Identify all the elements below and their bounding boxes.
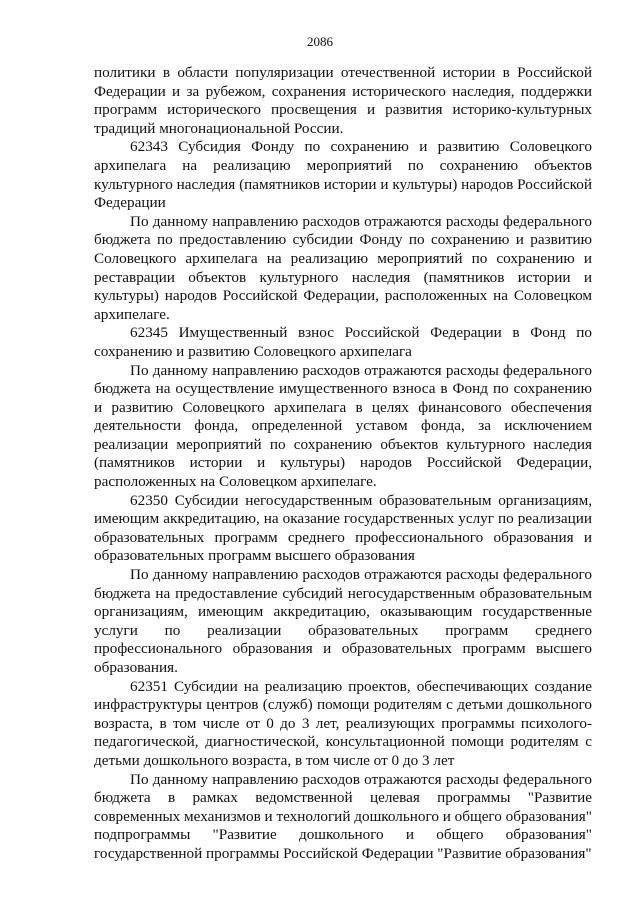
paragraph-description-62345: По данному направлению расходов отражаются расходы федерального бюджета на осуществление имущественного взноса в Фонд по сохранению и развитию Соловецкого архипелага в целях финансового обеспечения деятельности фонда, определенной уставом фонда, за исключением реализации мероприятий по сохранению объектов культурного наследия (памятников истории и культуры) народов Российской Федерации, расположенных на Соловецком архипелаге. bbox=[94, 361, 592, 491]
paragraph-continuation: политики в области популяризации отечественной истории в Российской Федерации и за рубежом, сохранения исторического наследия, поддержки программ исторического просвещения и развития историко-культурных традиций многонациональной России. bbox=[94, 64, 592, 137]
page-number: 2086 bbox=[307, 34, 333, 49]
paragraph-heading-62345: 62345 Имущественный взнос Российской Федерации в Фонд по сохранению и развитию Соловецкого архипелага bbox=[94, 324, 592, 360]
paragraph-heading-62351: 62351 Субсидии на реализацию проектов, обеспечивающих создание инфраструктуры центров (служб) помощи родителям с детьми дошкольного возраста, в том числе от 0 до 3 лет, реализующих программы психолого-педагогической, диагностической, консультационной помощи родителям с детьми дошкольного возраста, в том числе от 0 до 3 лет bbox=[94, 677, 592, 769]
paragraph-heading-62350: 62350 Субсидии негосударственным образовательным организациям, имеющим аккредитацию, на оказание государственных услуг по реализации образовательных программ среднего профессионального образования и образовательных программ высшего образования bbox=[94, 491, 592, 565]
paragraph-description-62351: По данному направлению расходов отражаются расходы федерального бюджета в рамках ведомственной целевая программы "Развитие современных механизмов и технологий дошкольного и общего образования" подпрограммы "Развитие дошкольного и общего образования" государственной программы Российской Федерации "Развитие образования" bbox=[94, 770, 592, 862]
paragraph-description-62350: По данному направлению расходов отражаются расходы федерального бюджета на предоставление субсидий негосударственным образовательным организациям, имеющим аккредитацию, оказывающим государственные услуги по реализации образовательных программ среднего профессионального образования и образовательных программ высшего образования. bbox=[94, 566, 592, 676]
paragraph-heading-62343: 62343 Субсидия Фонду по сохранению и развитию Соловецкого архипелага на реализацию мероприятий по сохранению объектов культурного наследия (памятников истории и культуры) народов Российской Федерации bbox=[94, 138, 592, 212]
paragraph-description-62343: По данному направлению расходов отражаются расходы федерального бюджета по предоставлению субсидии Фонду по сохранению и развитию Соловецкого архипелага на реализацию мероприятий по сохранению и реставрации объектов культурного наследия (памятников истории и культуры) народов Российской Федерации, расположенных на Соловецком архипелаге. bbox=[94, 212, 592, 323]
document-body bbox=[94, 64, 592, 864]
